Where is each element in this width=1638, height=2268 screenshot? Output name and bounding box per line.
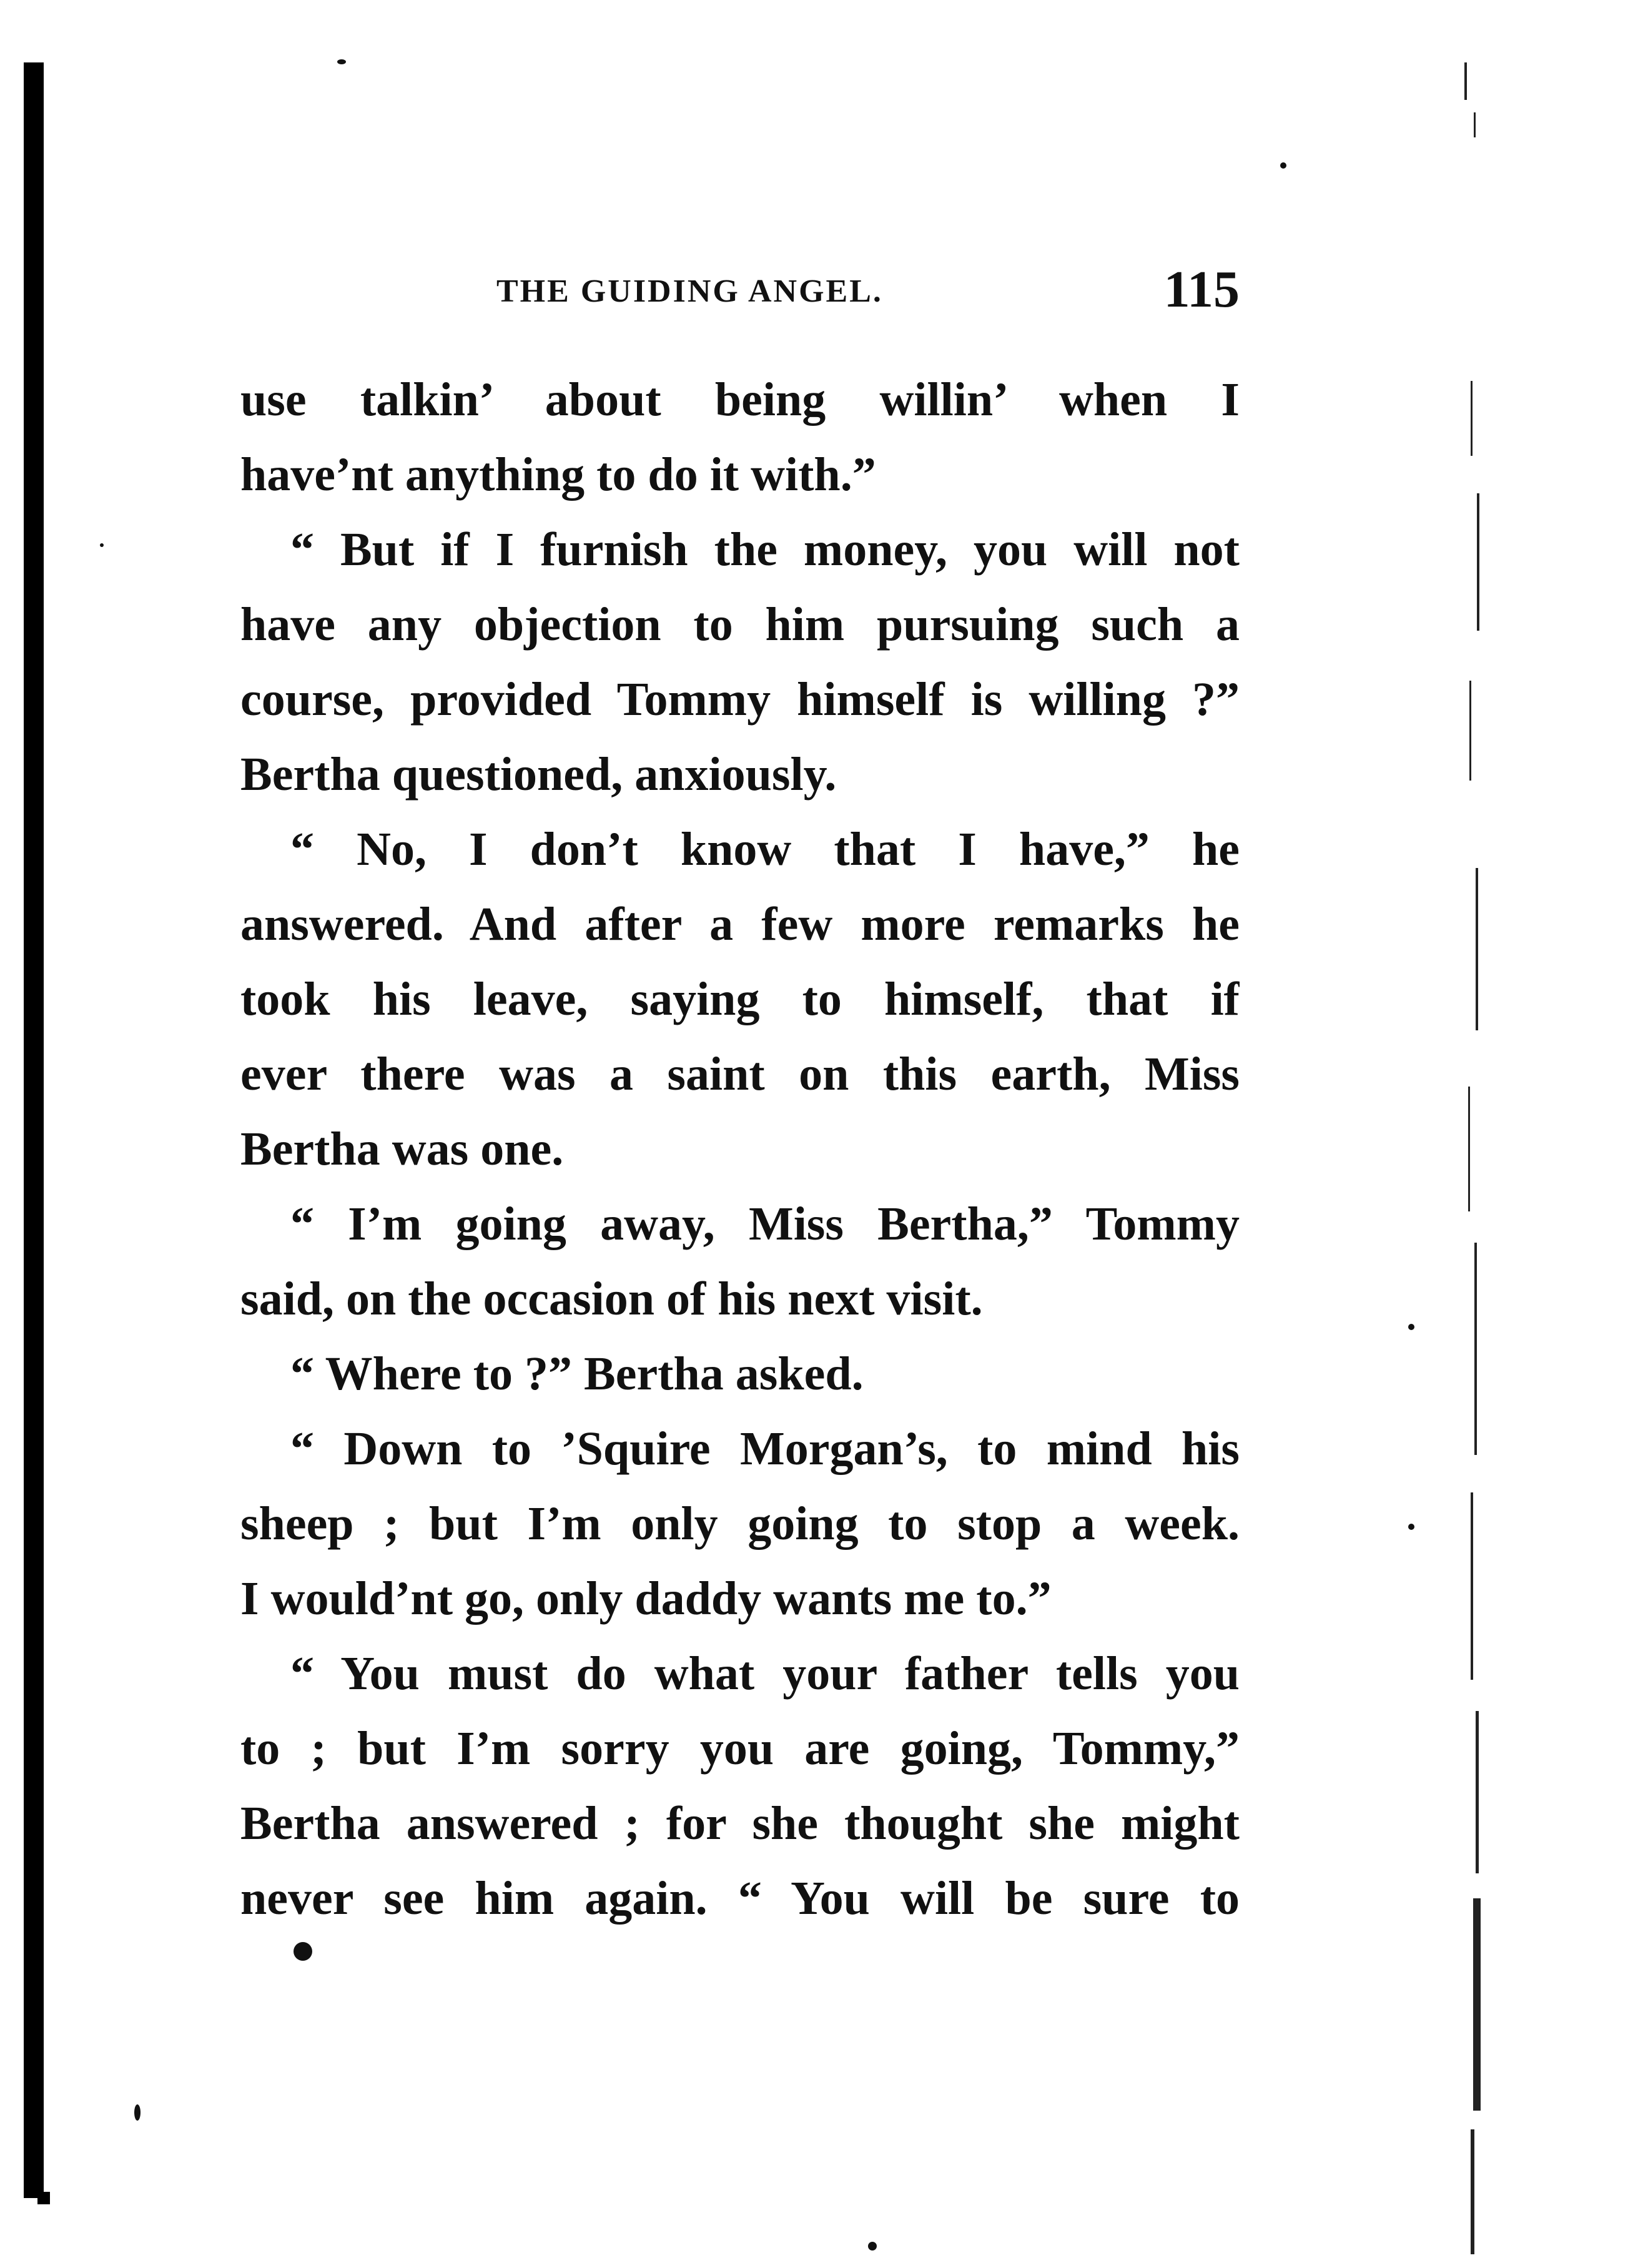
- text-line: said, on the occasion of his next visit.: [240, 1273, 983, 1325]
- ink-speck: [1408, 1324, 1414, 1330]
- running-head: [240, 259, 1240, 318]
- ink-speck: [337, 59, 346, 64]
- body-text: [240, 362, 1240, 1936]
- text-line: “ Down to ’Squire Morgan’s, to mind his: [290, 1422, 1240, 1475]
- ink-speck: [134, 2104, 141, 2121]
- text-line: have any objection to him pursuing such a: [240, 598, 1240, 651]
- text-line: use talkin’ about being willin’ when I: [240, 373, 1240, 426]
- text-line: course, provided Tommy himself is willing ?”: [240, 673, 1240, 726]
- ink-speck: [868, 2242, 877, 2251]
- text-line: Bertha was one.: [240, 1123, 564, 1175]
- text-line: “ I’m going away, Miss Bertha,” Tommy: [290, 1198, 1240, 1250]
- text-line: to ; but I’m sorry you are going, Tommy,”: [240, 1722, 1240, 1775]
- text-line: ever there was a saint on this earth, Miss: [240, 1048, 1240, 1100]
- ink-speck: [1408, 1524, 1414, 1530]
- binding-mark: [37, 2192, 50, 2204]
- binding-edge: [24, 62, 44, 2198]
- text-line: Bertha questioned, anxiously.: [240, 748, 837, 801]
- text-line: “ Where to ?” Bertha asked.: [290, 1348, 864, 1400]
- text-line: “ No, I don’t know that I have,” he: [290, 823, 1240, 875]
- text-line: have’nt anything to do it with.”: [240, 448, 876, 501]
- text-line: “ You must do what your father tells you: [290, 1647, 1240, 1700]
- text-line: Bertha answered ; for she thought she might: [240, 1797, 1240, 1850]
- text-line: “ But if I furnish the money, you will not: [290, 523, 1240, 576]
- text-line: took his leave, saying to himself, that if: [240, 973, 1240, 1025]
- page-number: 115: [1163, 260, 1240, 318]
- text-line: I would’nt go, only daddy wants me to.”: [240, 1572, 1052, 1625]
- ink-speck: [1280, 162, 1286, 169]
- running-title: THE GUIDING ANGEL.: [496, 274, 883, 309]
- text-line: never see him again. “ You will be sure to: [240, 1872, 1240, 1925]
- scan-edge-noise: [1452, 56, 1502, 2204]
- text-line: sheep ; but I’m only going to stop a week.: [240, 1497, 1240, 1550]
- ink-speck: [100, 543, 104, 547]
- ink-speck: [294, 1942, 312, 1961]
- text-line: answered. And after a few more remarks he: [240, 898, 1240, 950]
